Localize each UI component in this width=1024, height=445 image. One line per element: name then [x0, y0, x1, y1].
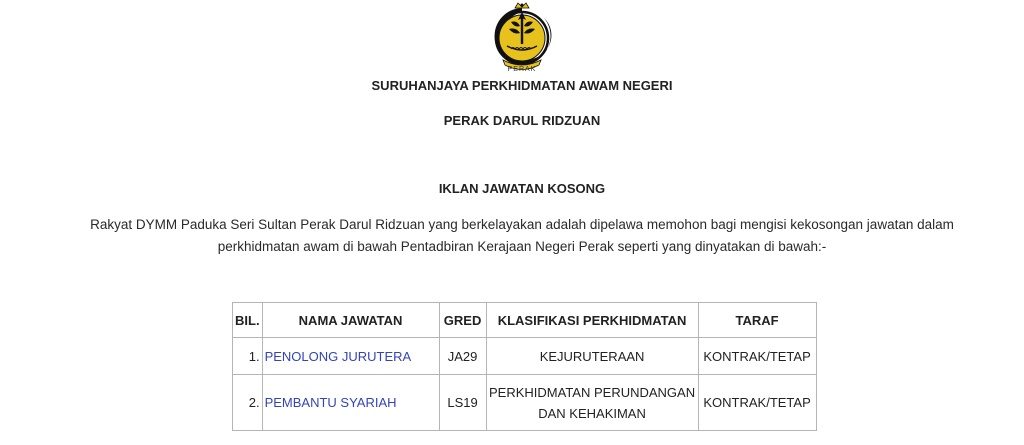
- intro-line-2: perkhidmatan awam di bawah Pentadbiran Kerajaan Negeri Perak seperti yang dinyatakan di bawah:-: [217, 239, 827, 254]
- intro-paragraph: [70, 214, 974, 258]
- job-title-link[interactable]: PEMBANTU SYARIAH: [262, 375, 439, 431]
- header-bil: BIL.: [233, 303, 263, 338]
- row-gred: LS19: [439, 375, 486, 431]
- header-nama-jawatan: NAMA JAWATAN: [262, 303, 439, 338]
- header-klasifikasi: KLASIFIKASI PERKHIDMATAN: [486, 303, 698, 338]
- row-bil: 2.: [233, 375, 263, 431]
- row-klasifikasi: [486, 338, 698, 375]
- notice-title: IKLAN JAWATAN KOSONG: [438, 181, 606, 196]
- crest-caption: PERAK: [507, 66, 537, 73]
- row-taraf: KONTRAK/TETAP: [698, 338, 816, 375]
- vacancy-table: [232, 302, 817, 431]
- job-title-link[interactable]: PENOLONG JURUTERA: [262, 338, 439, 375]
- klasifikasi-line: PERKHIDMATAN PERUNDANGAN: [489, 384, 696, 400]
- intro-line-1: Rakyat DYMM Paduka Seri Sultan Perak Darul Ridzuan yang berkelayakan adalah dipelawa memohon bagi mengisi kekosongan jawatan dalam: [90, 217, 954, 232]
- table-row: [233, 375, 817, 431]
- klasifikasi-line: DAN KEHAKIMAN: [538, 405, 646, 421]
- row-klasifikasi: [486, 375, 698, 431]
- row-gred: JA29: [439, 338, 486, 375]
- header-gred: GRED: [439, 303, 486, 338]
- table-row: [233, 338, 817, 375]
- row-bil: 1.: [233, 338, 263, 375]
- commission-title: SURUHANJAYA PERKHIDMATAN AWAM NEGERI: [371, 78, 673, 93]
- row-taraf: KONTRAK/TETAP: [698, 375, 816, 431]
- perak-crest-logo: [487, 2, 557, 76]
- table-header-row: [233, 303, 817, 338]
- klasifikasi-line: KEJURUTERAAN: [539, 348, 645, 364]
- state-title: PERAK DARUL RIDZUAN: [443, 113, 601, 128]
- header-taraf: TARAF: [698, 303, 816, 338]
